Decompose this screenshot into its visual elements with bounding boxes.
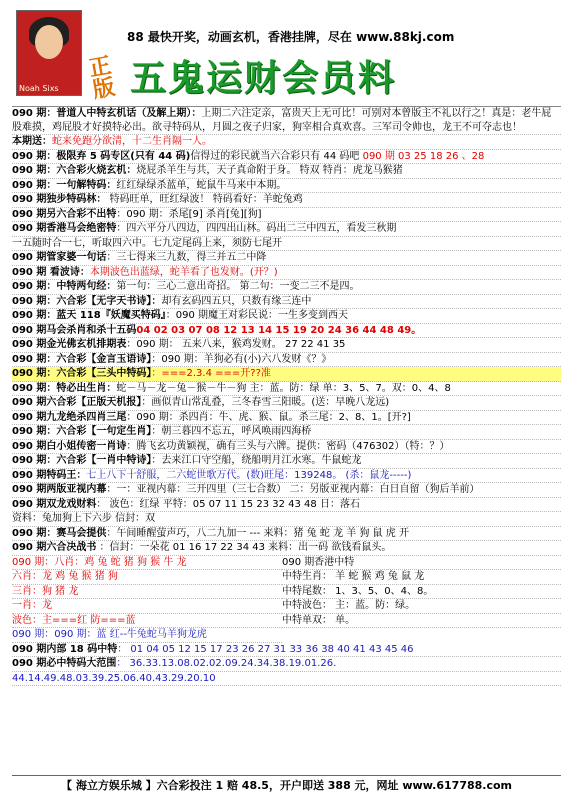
list-item <box>12 353 561 368</box>
list-item <box>12 512 561 527</box>
content <box>12 107 561 686</box>
row-text: 04 02 03 07 08 12 13 14 15 19 20 24 36 44 48 49。 <box>136 324 422 336</box>
right-block-line: 090 期香港中特 <box>282 556 561 571</box>
row-heading: 香港马会绝密特 <box>46 223 117 234</box>
list-item <box>12 483 561 498</box>
list-item <box>12 251 561 266</box>
row-period: 本期送： <box>12 136 52 147</box>
row-heading: 特必出生肖： <box>56 382 117 394</box>
row-heading: 金光佛玄机排期表 <box>46 339 127 350</box>
two-column-block <box>12 556 561 643</box>
row-text: 资料：兔加狗上下六步 信封：双 <box>12 513 156 524</box>
left-block-line: 090 期：八肖：鸡 兔 蛇 猪 狗 猴 牛 龙 <box>12 556 282 571</box>
right-block-line: 中特波色： 主：蓝。防：绿。 <box>282 599 561 614</box>
list-item <box>12 396 561 411</box>
list-item <box>12 454 561 469</box>
row-period: 090 期 <box>12 252 47 263</box>
row-period: 090 期 <box>12 440 47 452</box>
row-text: 烧屁杀羊生与共，天子真命附于身。 特双 特肖：虎龙马猴猪 <box>136 165 403 176</box>
list-item <box>12 382 561 397</box>
list-item <box>12 411 561 426</box>
row-period: 090 期马会杀肖和杀十五码 <box>12 324 137 336</box>
list-item <box>12 237 561 252</box>
row-heading: 双龙戏财料 <box>46 498 97 510</box>
row-text: ：090 期：杀尾[9] 杀肖[兔][狗] <box>116 208 262 220</box>
row-text: 信得过的彩民就当六合彩只有 44 码吧 <box>190 150 360 162</box>
row-period: 090 期 <box>12 411 47 423</box>
row-text: ：===2.3.4 ===开??准 <box>151 368 271 379</box>
row-text: ：去来江口守空船，绕船明月江水寒。牛鼠蛇龙 <box>151 455 362 466</box>
row-text: ：090 期魔王对彩民说：一生多变到西天 <box>165 310 348 321</box>
row-period: 090 期： <box>12 455 57 466</box>
left-block-line: 一肖：龙 <box>12 599 282 614</box>
left-block-line: 波色：主===红 防===蓝 <box>12 614 282 629</box>
row-period: 090 期 <box>12 339 47 350</box>
row-text: 44.14.49.48.03.39.25.06.40.43.29.20.10 <box>12 672 216 684</box>
page-title: 五鬼运财会员料 <box>130 58 397 99</box>
row-text: ：090 期： 五来八来，猴鸡发财。 27 22 41 35 <box>126 339 346 350</box>
row-heading: 看波诗： <box>49 266 90 278</box>
list-item <box>12 222 561 237</box>
row-text: ：画似青山常乱叠，三冬春雪三阳暖。(送：早晚八龙远) <box>141 397 390 408</box>
row-text: ：090 期：杀四肖：牛、虎、猴、鼠。杀三尾：2、8、1。[开?] <box>126 411 411 423</box>
list-item <box>12 295 561 310</box>
row-period: 090 期： <box>12 368 57 379</box>
list-item <box>12 425 561 440</box>
row-heading: 六合彩【三头中特码】 <box>56 368 152 379</box>
row-text: ：一：亚视内幕：三开四里（三七合数） 二：另版亚视内幕：白日自留（狗后羊前） <box>106 484 480 495</box>
row-period: 090 期 <box>12 397 47 408</box>
row-period: 090 期： <box>12 527 57 539</box>
list-item <box>12 266 561 281</box>
row-heading: 独步特码林： <box>46 194 107 205</box>
list-item <box>12 657 561 672</box>
right-block-line: 中特尾数： 1、3、5、0、4、8。 <box>282 585 561 600</box>
row-text: 第一句：三心二意出奇招。 第二句：一变二三不是四。 <box>116 281 360 292</box>
page <box>12 6 561 796</box>
list-item <box>12 164 561 179</box>
row-heading: 普道人中特玄机话（及解上期）： <box>56 108 202 119</box>
list-item <box>12 179 561 194</box>
row-text: ： 36.33.13.08.02.02.09.24.34.38.19.01.26. <box>116 658 337 669</box>
footer-banner[interactable]: 【 海立方娱乐城 】六合彩投注 1 赔 48.5，开户即送 388 元，网址 www.617788.com <box>12 775 561 796</box>
row-period: 090 期： <box>12 281 57 292</box>
list-item <box>12 193 561 208</box>
row-text: ：朝三暮四不忘五，呼风唤雨四海桥 <box>151 426 312 437</box>
list-item <box>12 541 561 556</box>
row-heading: 六合彩【金言玉语诗】 <box>56 353 152 365</box>
list-item <box>12 208 561 223</box>
topline-url[interactable]: www.88kj.com <box>356 30 455 44</box>
avatar-caption: Noah Sixs <box>19 84 59 93</box>
topline-text: 88 最快开奖，动画玄机，香港挂牌，尽在 <box>127 30 352 44</box>
row-period: 090 期 <box>12 194 47 205</box>
right-block <box>282 556 561 643</box>
row-text: ：三七得来三九数，得三并五二中降 <box>106 252 267 263</box>
row-heading: 另六合彩不出特 <box>46 208 117 220</box>
row-text: 本期波色出蓝绿，蛇羊看了也发财。(开？) <box>89 266 278 278</box>
list-item <box>12 440 561 455</box>
row-heading: 蓝天 118『妖魔买特码』 <box>56 310 166 321</box>
list-item <box>12 280 561 295</box>
row-text: 红红绿绿杀蓝单，蛇鼠牛马来中本期。 <box>116 179 287 191</box>
row-heading: 中特两句经： <box>56 281 117 292</box>
row-heading: 极限弃 5 码专区(只有 44 码) <box>56 150 191 162</box>
row-heading: 白小姐传密一肖诗 <box>46 440 127 452</box>
row-text: ：信封：一朵花 01 16 17 22 34 43 来料：出一码 欲钱看鼠头。 <box>96 542 392 553</box>
list-item <box>12 107 561 135</box>
list-item <box>12 498 561 513</box>
row-period: 090 期： <box>12 310 57 321</box>
left-block-line: 六肖：龙 鸡 兔 猴 猪 狗 <box>12 570 282 585</box>
row-text: 七上八下十舒服，二六蛇世歌万代。(数)旺尾：139248。 (杀：鼠龙-----) <box>86 469 412 481</box>
row-period: 090 期： <box>12 382 57 394</box>
row-text: ： 波色：红绿 平特：05 07 11 15 23 32 43 48 日：落石 <box>96 498 360 510</box>
row-heading: 090 期内部 18 码中特 <box>12 643 118 655</box>
row-heading: 090 期必中特码大范围 <box>12 658 117 669</box>
row-period: 090 期 <box>12 266 50 278</box>
row-period: 090 期： <box>12 426 57 437</box>
avatar-face <box>35 25 63 59</box>
list-item <box>12 135 561 150</box>
list-item <box>12 309 561 324</box>
row-text: 蛇－马－龙－兔－猴－牛－狗 主：蓝。防：绿 单：3、5、7。双：0、4、8 <box>116 382 451 394</box>
row-heading: 六合决战书 <box>46 542 97 553</box>
row-heading: 特码王： <box>46 469 87 481</box>
row-period: 090 期： <box>12 165 57 176</box>
row-extra: 090 期 03 25 18 26 、28 <box>359 150 485 162</box>
row-heading: 六合彩【一肖中特诗】 <box>56 455 152 466</box>
row-text: ：四六平分八四边，四四出山林。码出二三中四五，看发三秋期 <box>116 223 397 234</box>
left-block <box>12 556 282 643</box>
row-text: 一五随时合一七，听取四六中。七九定尾码上来，须防七尾开 <box>12 237 282 249</box>
row-heading: 六合彩火烧玄机： <box>56 165 137 176</box>
row-period: 090 期： <box>12 179 57 191</box>
row-heading: 两版亚视内幕 <box>46 484 107 495</box>
row-period: 090 期： <box>12 150 57 162</box>
list-item <box>12 324 561 339</box>
row-text: ： 01 04 05 12 15 17 23 26 27 31 33 36 38 40 41 43 45 46 <box>117 643 414 655</box>
list-item <box>12 150 561 165</box>
right-block-line: 中特单双： 单。 <box>282 614 561 629</box>
row-text: ：腾飞玄功黄颖视，确有三头与六牌。提供：密码（476302）（特：？） <box>126 440 450 452</box>
row-period: 090 期 <box>12 498 47 510</box>
row-text: 蛇来免跑分欲清，十二生肖隔一人。 <box>52 136 212 147</box>
row-heading: 九龙绝杀四肖三尾 <box>46 411 127 423</box>
list-item <box>12 527 561 542</box>
row-heading: 管家婆一句话 <box>46 252 107 263</box>
row-text: 上期二六注定亲，富贵天上无可比！可别对本曾版主不礼以行之！真是：老牛屁股难摸，鸡屁股才好摸特必出。欲寻特码从，月圆之夜子归家，狗宰相合真欢喜。三军司令帅也，龙王不可夺志也！ <box>12 108 552 133</box>
right-block-line: 中特生肖： 羊 蛇 猴 鸡 兔 鼠 龙 <box>282 570 561 585</box>
row-period: 090 期： <box>12 353 57 365</box>
zhengban-badge: 正版 <box>86 52 118 104</box>
row-period: 090 期 <box>12 223 47 234</box>
left-block-line: 090 期：090 期：蓝 红--牛兔蛇马羊狗龙虎 <box>12 628 282 643</box>
row-text: ：090 期：羊狗必有(小)六八发财《？》 <box>151 353 332 365</box>
row-heading: 一句解特码： <box>56 179 117 191</box>
topline <box>127 28 454 45</box>
row-period: 090 期 <box>12 542 47 553</box>
list-item <box>12 672 561 687</box>
row-period: 090 期： <box>12 108 57 119</box>
row-period: 090 期： <box>12 295 57 307</box>
list-item <box>12 469 561 484</box>
row-heading: 赛马会提供 <box>56 527 107 539</box>
list-item <box>12 338 561 353</box>
header <box>12 6 561 107</box>
row-text: 却有玄码四五只，只数有缘三连中 <box>161 295 312 307</box>
avatar <box>16 10 82 96</box>
row-heading: 六合彩【正版天机报】 <box>46 397 142 408</box>
row-heading: 六合彩【一句定生肖】 <box>56 426 152 437</box>
row-period: 090 期 <box>12 208 47 220</box>
row-text: ：午间睡醒萤声巧，八二九加一 --- 来料：猪 兔 蛇 龙 羊 狗 鼠 虎 开 <box>106 527 409 539</box>
row-heading: 六合彩【无字天书诗】： <box>56 295 162 307</box>
row-period: 090 期 <box>12 484 47 495</box>
list-item <box>12 643 561 658</box>
row-text: 特码旺单，旺红绿波！ 特码看好：羊蛇兔鸡 <box>106 194 303 205</box>
row-period: 090 期 <box>12 469 47 481</box>
left-block-line: 三肖：狗 猪 龙 <box>12 585 282 600</box>
list-item <box>12 367 561 382</box>
